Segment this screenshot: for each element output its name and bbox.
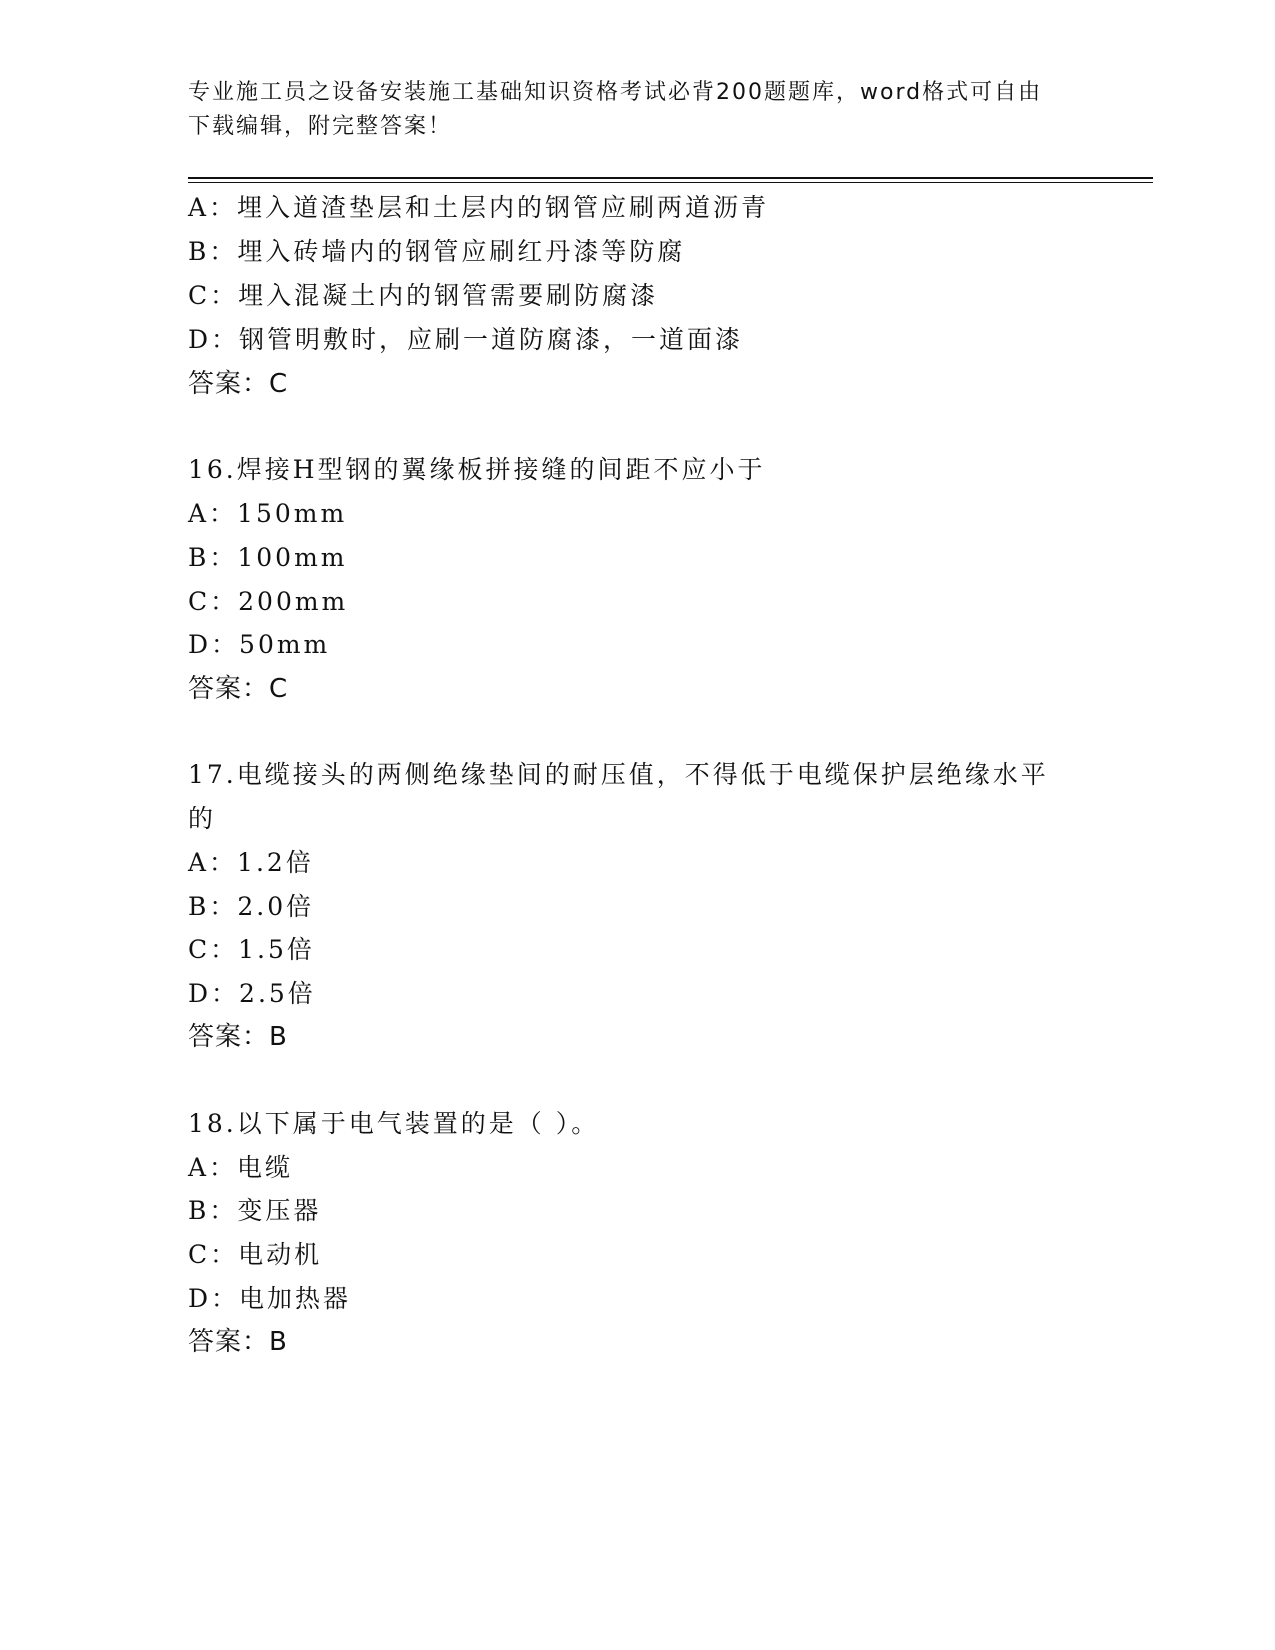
q18-answer: 答案：B xyxy=(188,1327,288,1357)
q17-answer: 答案：B xyxy=(188,1022,288,1052)
q15-option-b: B：埋入砖墙内的钢管应刷红丹漆等防腐 xyxy=(188,237,686,266)
document-header xyxy=(188,76,1088,144)
q17-option-b: B：2.0倍 xyxy=(188,892,315,921)
q18-option-a: A：电缆 xyxy=(188,1153,294,1182)
q15-option-d: D：钢管明敷时，应刷一道防腐漆，一道面漆 xyxy=(188,325,744,354)
q16-option-d: D：50mm xyxy=(188,630,331,659)
q16-answer: 答案：C xyxy=(188,674,289,704)
q15-option-c: C：埋入混凝土内的钢管需要刷防腐漆 xyxy=(188,281,659,310)
header-divider-thick xyxy=(188,177,1153,179)
q16-stem: 16.焊接H型钢的翼缘板拼接缝的间距不应小于 xyxy=(188,455,766,484)
q17-stem-line-1: 17.电缆接头的两侧绝缘垫间的耐压值，不得低于电缆保护层绝缘水平 xyxy=(188,760,1049,789)
q18-option-c: C：电动机 xyxy=(188,1240,323,1269)
q18-option-d: D：电加热器 xyxy=(188,1284,352,1313)
q16-option-c: C：200mm xyxy=(188,587,349,616)
q16-option-b: B：100mm xyxy=(188,543,348,572)
q15-answer: 答案：C xyxy=(188,369,289,399)
q17-option-c: C：1.5倍 xyxy=(188,935,315,964)
header-line-2: 下载编辑，附完整答案！ xyxy=(188,114,453,139)
q17-option-d: D：2.5倍 xyxy=(188,979,316,1008)
header-divider-thin xyxy=(188,182,1153,183)
q17-stem-line-2: 的 xyxy=(188,804,217,833)
q15-option-a: A：埋入道渣垫层和土层内的钢管应刷两道沥青 xyxy=(188,193,770,222)
q16-option-a: A：150mm xyxy=(188,499,348,528)
q18-stem: 18.以下属于电气装置的是（ ）。 xyxy=(188,1109,600,1138)
q18-option-b: B：变压器 xyxy=(188,1196,322,1225)
header-line-1: 专业施工员之设备安装施工基础知识资格考试必背200题题库，word格式可自由 xyxy=(188,80,1043,105)
q17-option-a: A：1.2倍 xyxy=(188,848,314,877)
